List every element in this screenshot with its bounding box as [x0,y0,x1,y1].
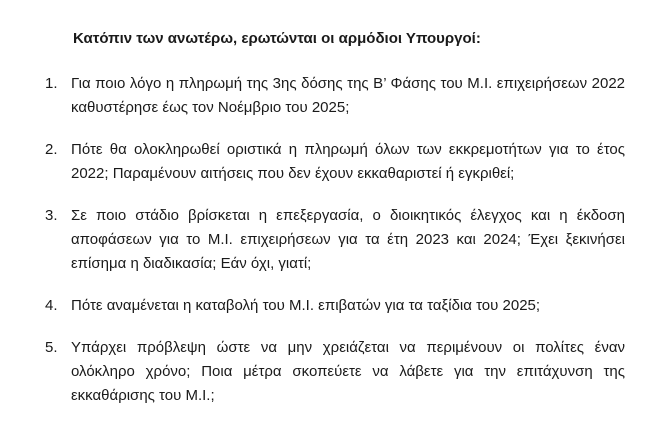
question-number: 3. [45,207,58,224]
question-item-1 [45,72,625,120]
question-number: 1. [45,75,58,92]
question-text: Για ποιο λόγο η πληρωμή της 3ης δόσης της Β’ Φάσης του Μ.Ι. επιχειρήσεων 2022 καθυστέρησε έως τον Νοέμβριο του 2025; [71,75,625,116]
question-text: Πότε αναμένεται η καταβολή του Μ.Ι. επιβατών για τα ταξίδια του 2025; [71,297,541,314]
question-text: Πότε θα ολοκληρωθεί οριστικά η πληρωμή όλων των εκκρεμοτήτων για το έτος 2022; Παραμένουν αιτήσεις που δεν έχουν εκκαθαριστεί ή εγκριθεί; [71,141,625,182]
question-number: 2. [45,141,58,158]
question-item-3 [45,204,625,276]
question-number: 4. [45,297,58,314]
question-text: Σε ποιο στάδιο βρίσκεται η επεξεργασία, ο διοικητικός έλεγχος και η έκδοση αποφάσεων για το Μ.Ι. επιχειρήσεων για τα έτη 2023 και 2024; Έχει ξεκινήσει επίσημα η διαδικασία; Εάν όχι, γιατί; [71,207,625,272]
question-number: 5. [45,339,58,356]
question-list [45,72,625,408]
question-item-4 [45,294,625,318]
question-text: Υπάρχει πρόβλεψη ώστε να μην χρειάζεται να περιμένουν οι πολίτες έναν ολόκληρο χρόνο; Ποια μέτρα σκοπεύετε να λάβετε για την επιτάχυνση της εκκαθάρισης του Μ.Ι.; [71,339,625,404]
question-item-2 [45,138,625,186]
question-item-5 [45,336,625,408]
document-heading: Κατόπιν των ανωτέρω, ερωτώνται οι αρμόδιοι Υπουργοί: [73,30,481,47]
